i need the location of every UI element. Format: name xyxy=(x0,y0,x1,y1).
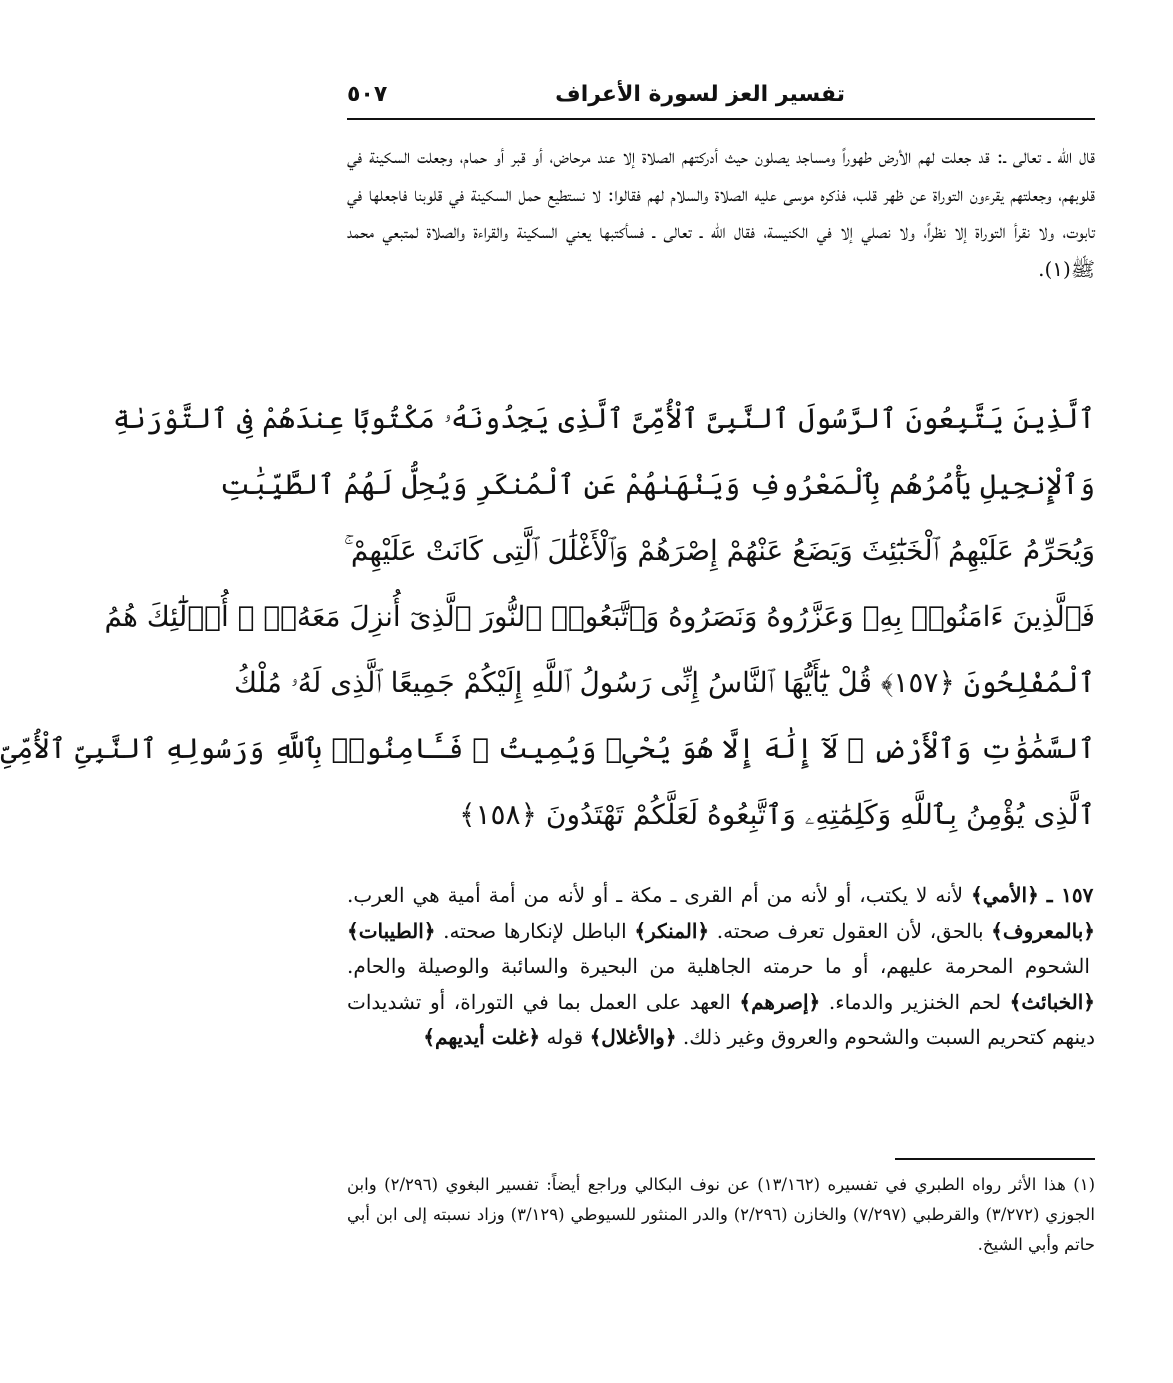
page-number: ٥٠٧ xyxy=(347,82,388,107)
commentary-text: الشحوم المحرمة عليهم، أو ما حرمته الجاهلية من البحيرة والسائبة والوصيلة والحام. xyxy=(347,954,1090,978)
commentary-text: لأنه لا يكتب، أو لأنه من أم القرى ـ مكة ـ أو لأنه من أمة أمية هي العرب. xyxy=(347,883,971,907)
quran-line: وَٱلْإِنجِيلِ يَأْمُرُهُم بِٱلْمَعْرُوفِ وَيَنْهَىٰهُمْ عَنِ ٱلْمُنكَرِ وَيُحِلُّ لَهُمُ ٱلطَّيِّبَٰتِ xyxy=(219,468,1095,501)
verse-number: ١٥٧ ـ xyxy=(1046,883,1094,907)
quran-line: ٱلَّذِينَ يَتَّبِعُونَ ٱلرَّسُولَ ٱلنَّبِىَّ ٱلْأُمِّىَّ ٱلَّذِى يَجِدُونَهُۥ مَكْتُوبًا عِندَهُمْ فِى ٱلتَّوْرَىٰةِ xyxy=(113,402,1095,435)
commentary-term: ﴿إصرهم﴾ xyxy=(739,989,821,1014)
commentary-term: ﴿غلت أيديهم﴾ xyxy=(423,1025,541,1049)
commentary-text: لحم الخنزير والدماء. xyxy=(820,989,1010,1014)
commentary-text: العهد على العمل بما في التوراة، أو تشديدات دينهم كتحريم السبت والشحوم والعروق وغير ذلك. xyxy=(347,989,1095,1049)
commentary-term: ﴿الأمي﴾ xyxy=(971,883,1039,907)
quran-line: ٱلَّذِى يُؤْمِنُ بِٱللَّهِ وَكَلِمَٰتِهِۦ وَٱتَّبِعُوهُ لَعَلَّكُمْ تَهْتَدُونَ ﴿١٥٨﴾ xyxy=(459,798,1095,831)
commentary-text: الباطل لإنكارها صحته. xyxy=(435,918,635,943)
footnote-separator xyxy=(895,1158,1095,1160)
running-title: تفسير العز لسورة الأعراف xyxy=(555,82,845,107)
quran-line: ٱلسَّمَٰوَٰتِ وَٱلْأَرْضِ ۖ لَآ إِلَٰهَ إِلَّا هُوَ يُحْىِۦ وَيُمِيتُ ۖ فَـَٔامِنُوا۟ بِٱللَّهِ وَرَسُولِهِ ٱلنَّبِىِّ ٱلْأُمِّىِّ xyxy=(0,732,1095,765)
intro-paragraph: قال الله ـ تعالى ـ: قد جعلت لهم الأرض طهوراً ومساجد يصلون حيث أدركتهم الصلاة إلا عند مرحاض، أو قبر أو حمام، وجعلت السكينة في قلوبهم، وجعلتهم يقرءون التوراة عن ظهر قلب، فذكره موسى عليه الصلاة والسلام لهم فقالوا: لا نستطيع حمل السكينة في قلوبنا فاجعلها في تابوت، ولا نقرأ التوراة إلا نظراً، ولا نصلي إلا في الكنيسة، فقال الله ـ تعالى ـ فسأكتبها يعني السكينة والقراءة والصلاة لمتبعي محمد ﷺ(١). xyxy=(347,144,1095,281)
commentary-term: ﴿الطيبات﴾ xyxy=(347,918,436,943)
commentary-term: ﴿بالمعروف﴾ xyxy=(991,918,1095,943)
book-page xyxy=(0,80,1096,1340)
footnote: (١) هذا الأثر رواه الطبري في تفسيره (١٣/١٦٢) عن نوف البكالي وراجع أيضاً: تفسير البغوي (٢/٢٩٦) وابن الجوزي (٣/٢٧٢) والقرطبي (٧/٢٩٧) والخازن (٢/٢٩٦) والدر المنثور للسيوطي (٣/١٢٩) وزاد نسبته إلى ابن أبي حاتم وأبي الشيخ. xyxy=(347,1175,1096,1254)
commentary-term: ﴿المنكر﴾ xyxy=(634,918,710,943)
commentary-term: ﴿الخبائث﴾ xyxy=(1009,989,1096,1014)
commentary-text: قوله xyxy=(540,1025,590,1049)
quran-line: وَيُحَرِّمُ عَلَيْهِمُ ٱلْخَبَٰٓئِثَ وَيَضَعُ عَنْهُمْ إِصْرَهُمْ وَٱلْأَغْلَٰلَ ٱلَّتِى كَانَتْ عَلَيْهِمْ ۚ xyxy=(343,534,1095,567)
quran-verses xyxy=(0,386,1095,846)
quran-line: ٱلْمُفْلِحُونَ ﴿١٥٧﴾ قُلْ يَٰٓأَيُّهَا ٱلنَّاسُ إِنِّى رَسُولُ ٱللَّهِ إِلَيْكُمْ جَمِيعًا ٱلَّذِى لَهُۥ مُلْكُ xyxy=(234,666,1095,699)
commentary-paragraph xyxy=(347,878,1095,1128)
commentary-text: بالحق، لأن العقول تعرف صحته. xyxy=(709,918,992,943)
running-header xyxy=(347,80,1095,120)
commentary-term: ﴿والأغلال﴾ xyxy=(589,1025,677,1049)
quran-line: فَٱلَّذِينَ ءَامَنُوا۟ بِهِۦ وَعَزَّرُوهُ وَنَصَرُوهُ وَٱتَّبَعُوا۟ ٱلنُّورَ ٱلَّذِىٓ أُنزِلَ مَعَهُۥٓ ۙ أُو۟لَٰٓئِكَ هُمُ xyxy=(104,600,1095,633)
